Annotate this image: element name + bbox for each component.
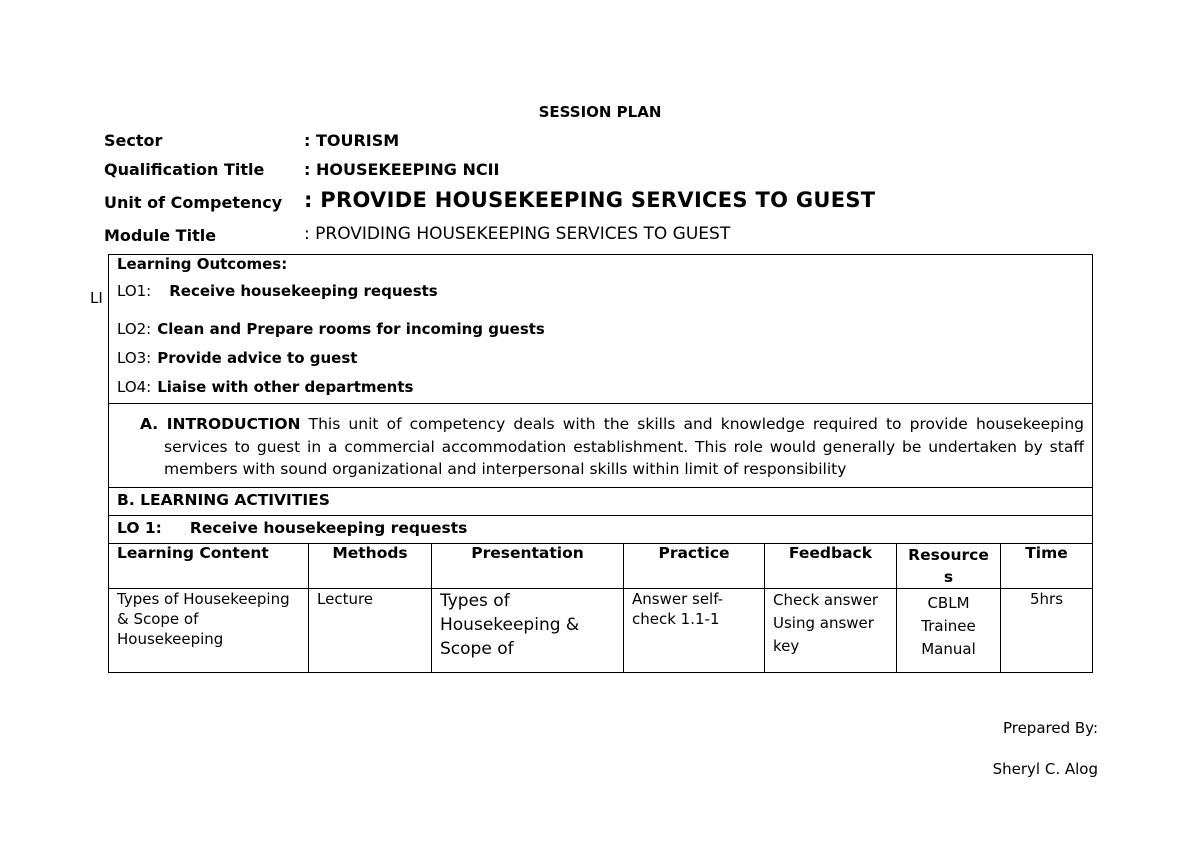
- cell-methods: Lecture: [309, 588, 432, 672]
- lo1-row: [109, 515, 1093, 543]
- column-header: Methods: [309, 543, 432, 588]
- lo-text: Receive housekeeping requests: [169, 282, 438, 300]
- cell-content: Types of Housekeeping & Scope of Housekeeping: [109, 588, 309, 672]
- lo1-label: LO 1:: [117, 518, 162, 537]
- learning-activities-heading: B. LEARNING ACTIVITIES: [109, 487, 1093, 515]
- cell-presentation: Types of Housekeeping & Scope of: [432, 588, 624, 672]
- margin-mark: LI: [90, 289, 103, 307]
- column-header: Presentation: [432, 543, 624, 588]
- lo-label: LO3:: [117, 349, 152, 367]
- sector-label: Sector: [104, 131, 163, 150]
- introduction-cell: [109, 404, 1093, 488]
- lo1-heading-cell: [109, 515, 1093, 543]
- lo-label: LO2:: [117, 320, 152, 338]
- lo-text: Liaise with other departments: [157, 378, 414, 396]
- unit-label: Unit of Competency: [104, 193, 283, 212]
- lo-text: Provide advice to guest: [157, 349, 358, 367]
- column-header: Learning Content: [109, 543, 309, 588]
- sector-value: : TOURISM: [304, 131, 400, 150]
- column-header: Practice: [624, 543, 765, 588]
- introduction-row: [109, 404, 1093, 488]
- table-row: [109, 588, 1093, 672]
- unit-value: : PROVIDE HOUSEKEEPING SERVICES TO GUEST: [304, 188, 876, 212]
- qualification-value: : HOUSEKEEPING NCII: [304, 160, 500, 179]
- module-label: Module Title: [104, 226, 217, 245]
- introduction-text: This unit of competency deals with the skills and knowledge required to provide housekeeping services to guest in a commercial accommodation establishment. This role would generally be undertaken by staff members with sound organizational and interpersonal skills within limit of responsibility: [164, 415, 1085, 478]
- page-title: SESSION PLAN: [538, 103, 662, 121]
- introduction-heading: A. INTRODUCTION: [140, 415, 301, 433]
- column-header: Feedback: [765, 543, 897, 588]
- session-plan-table: [108, 254, 1093, 673]
- cell-feedback: Check answer Using answer key: [765, 588, 897, 672]
- lo-item: [117, 377, 1084, 397]
- qualification-label: Qualification Title: [104, 160, 265, 179]
- learning-outcomes-heading: Learning Outcomes:: [117, 255, 288, 273]
- lo-text: Clean and Prepare rooms for incoming guests: [157, 320, 545, 338]
- learning-activities-row: [109, 487, 1093, 515]
- column-header: Resources: [897, 543, 1001, 588]
- lo-item: [117, 348, 1084, 368]
- lo-label: LO1:: [117, 282, 152, 300]
- cell-resources: CBLM Trainee Manual: [897, 588, 1001, 672]
- prepared-by-label: Prepared By:: [1002, 719, 1098, 737]
- learning-outcomes-row: [109, 255, 1093, 404]
- cell-practice: Answer self-check 1.1-1: [624, 588, 765, 672]
- module-value: : PROVIDING HOUSEKEEPING SERVICES TO GUEST: [304, 224, 731, 244]
- lo-item: [117, 319, 1084, 339]
- cell-time: 5hrs: [1001, 588, 1093, 672]
- lo-label: LO4:: [117, 378, 152, 396]
- lo-item: [117, 281, 1084, 301]
- column-header: Time: [1001, 543, 1093, 588]
- lo1-text: Receive housekeeping requests: [189, 518, 468, 537]
- prepared-by-name: Sheryl C. Alog: [992, 760, 1098, 778]
- column-header-row: [109, 543, 1093, 588]
- learning-outcomes-cell: [109, 255, 1093, 404]
